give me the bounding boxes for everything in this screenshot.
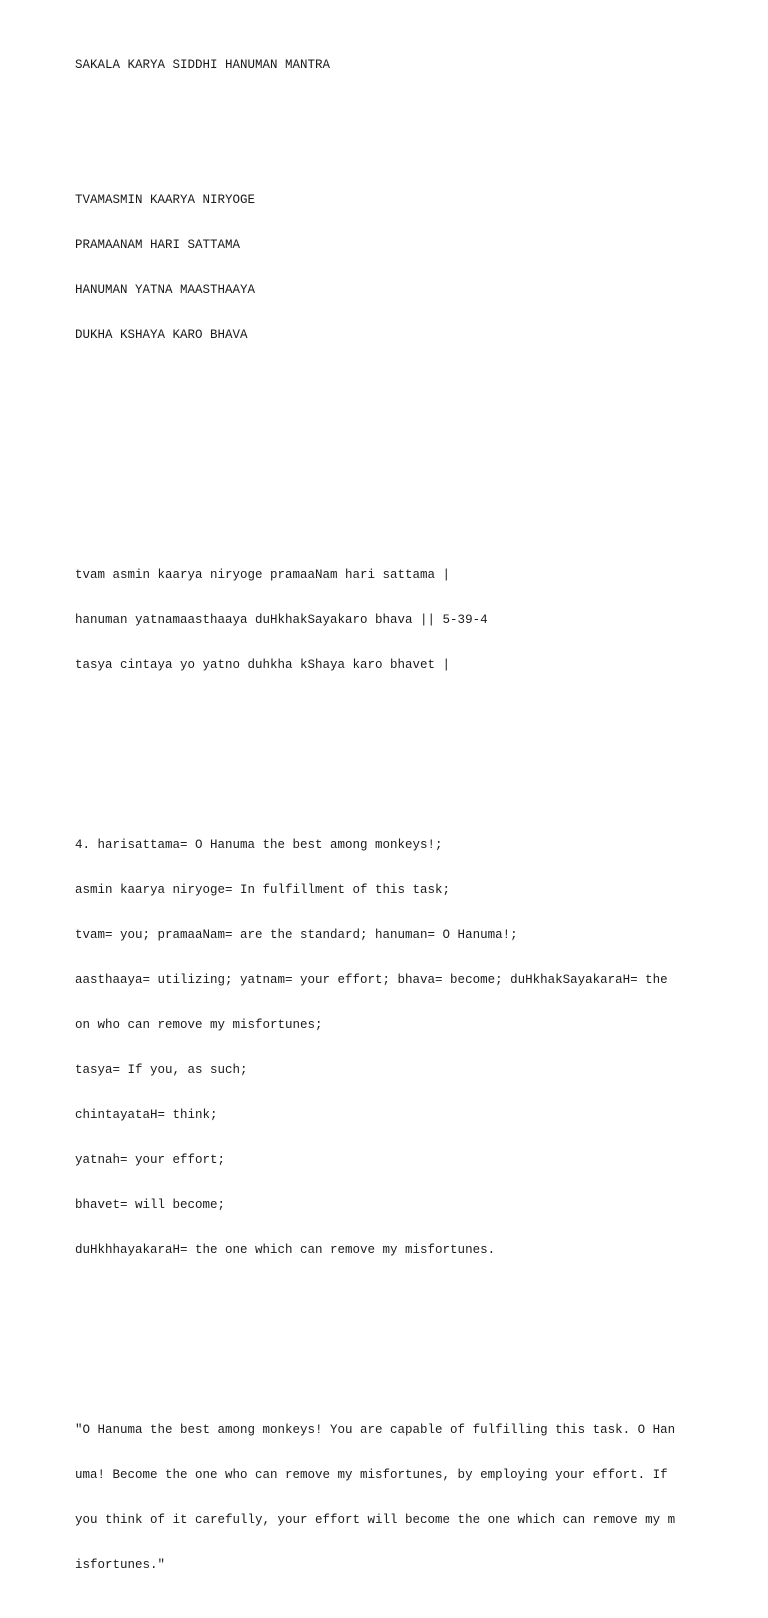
meaning-line: duHkhhayakaraH= the one which can remove my misfortunes.: [75, 1243, 496, 1257]
translation-line: uma! Become the one who can remove my misfortunes, by employing your effort. If: [75, 1468, 668, 1482]
verse-line: tasya cintaya yo yatno duhkha kShaya karo bhavet |: [75, 658, 451, 672]
document-page: [75, 28, 695, 1618]
translation-line: "O Hanuma the best among monkeys! You are capable of fulfilling this task. O Han: [75, 1423, 676, 1437]
meaning-line: tvam= you; pramaaNam= are the standard; hanuman= O Hanuma!;: [75, 928, 518, 942]
mantra-line: PRAMAANAM HARI SATTAMA: [75, 238, 241, 252]
mantra-line: TVAMASMIN KAARYA NIRYOGE: [75, 193, 256, 207]
meaning-line: 4. harisattama= O Hanuma the best among monkeys!;: [75, 838, 443, 852]
mantra-block: [75, 163, 695, 373]
mantra-line: DUKHA KSHAYA KARO BHAVA: [75, 328, 248, 342]
meaning-line: yatnah= your effort;: [75, 1153, 226, 1167]
word-meanings-block: [75, 808, 695, 1288]
blank-line: [75, 748, 695, 763]
translation-line: you think of it carefully, your effort will become the one which can remove my m: [75, 1513, 676, 1527]
verse-line: hanuman yatnamaasthaaya duHkhakSayakaro bhava || 5-39-4: [75, 613, 488, 627]
meaning-line: tasya= If you, as such;: [75, 1063, 248, 1077]
meaning-line: aasthaaya= utilizing; yatnam= your effort; bhava= become; duHkhakSayakaraH= the: [75, 973, 668, 987]
translation-line: isfortunes.": [75, 1558, 166, 1572]
verse-line: tvam asmin kaarya niryoge pramaaNam hari sattama |: [75, 568, 451, 582]
mantra-line: HANUMAN YATNA MAASTHAAYA: [75, 283, 256, 297]
meaning-line: on who can remove my misfortunes;: [75, 1018, 323, 1032]
document-title: SAKALA KARYA SIDDHI HANUMAN MANTRA: [75, 58, 331, 72]
meaning-line: bhavet= will become;: [75, 1198, 226, 1212]
translation-block: [75, 1393, 695, 1603]
blank-space: [75, 418, 695, 493]
meaning-line: asmin kaarya niryoge= In fulfillment of this task;: [75, 883, 451, 897]
meaning-line: chintayataH= think;: [75, 1108, 218, 1122]
verse-block: [75, 538, 695, 703]
blank-line: [75, 103, 695, 118]
blank-line: [75, 1333, 695, 1348]
